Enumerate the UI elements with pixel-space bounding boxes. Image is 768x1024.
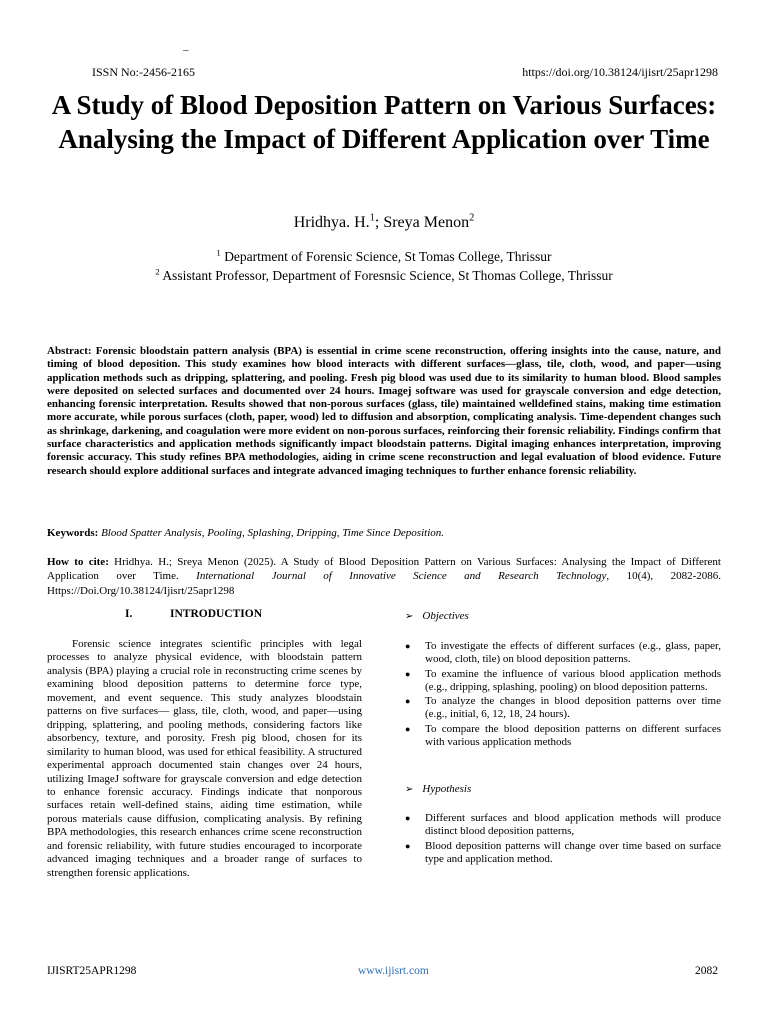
author-1-sup: 1 bbox=[369, 212, 375, 224]
list-item bbox=[405, 840, 721, 867]
hypothesis-list bbox=[405, 812, 721, 867]
affiliation-2 bbox=[40, 268, 728, 284]
issn-number: ISSN No:-2456-2165 bbox=[92, 65, 196, 79]
footer-website-link[interactable]: www.ijisrt.com bbox=[358, 965, 429, 977]
objective-text: To examine the influence of various blood application methods (e.g., dripping, splashing, pooling) on blood deposition patterns. bbox=[425, 667, 721, 693]
objective-text: To compare the blood deposition patterns on different surfaces with various application methods bbox=[425, 722, 721, 749]
footer-paper-code: IJISRT25APR1298 bbox=[47, 965, 137, 977]
affiliation-1-sup: 1 bbox=[216, 247, 221, 258]
citation-label: How to cite: bbox=[47, 556, 109, 568]
affiliation-2-text: Assistant Professor, Department of Foresnsic Science, St Thomas College, Thrissur bbox=[162, 268, 613, 283]
author-2-name: Sreya Menon bbox=[383, 214, 470, 231]
objective-text: To investigate the effects of different surfaces (e.g., glass, paper, wood, cloth, tile) on blood deposition patterns. bbox=[425, 640, 721, 666]
bullet-icon: ● bbox=[405, 668, 411, 679]
bullet-icon: ● bbox=[405, 840, 411, 851]
citation-text: Hridhya. H.; Sreya Menon (2025). A Study of Blood Deposition Pattern on Various Surfaces: Analysing the Impact of Different Application over Time. bbox=[47, 556, 721, 583]
bullet-icon: ● bbox=[405, 696, 411, 707]
affiliation-1-text: Department of Forensic Science, St Tomas College, Thrissur bbox=[224, 249, 552, 264]
hypothesis-text: Different surfaces and blood application methods will produce distinct blood deposition patterns, bbox=[425, 812, 721, 838]
author-1-name: Hridhya. H. bbox=[293, 214, 370, 231]
author-line bbox=[40, 214, 728, 232]
keywords-value: Blood Spatter Analysis, Pooling, Splashing, Dripping, Time Since Deposition. bbox=[98, 527, 445, 539]
keywords-label: Keywords: bbox=[47, 527, 99, 539]
bullet-icon: ● bbox=[405, 641, 411, 651]
section-number: I. bbox=[125, 608, 133, 620]
abstract: Abstract: Forensic bloodstain pattern analysis (BPA) is essential in crime scene reconstruction, offering insights into the cause, nature, and timing of blood deposition. This study examines how blood interacts with different surfaces—glass, tile, cloth, wood, and paper—using application methods such as dripping, splattering, and pooling. Fresh pig blood was used due to its similarity to human blood. Blood samples were deposited on selected surfaces and documented over 24 hours. Imagej software was used for grayscale conversion and edge detection, enhancing forensic interpretation. Results showed that non-porous surfaces (glass, tile) maintained welldefined stains, making time estimation more accurate, while porous surfaces (cloth, paper, wood) led to diffusion and absorption, complicating analysis. Time-dependent changes such as shrinkage, darkening, and coagulation were more evident on non-porous surfaces, reinforcing their forensic reliability. Findings confirm that surface characteristics and application methods significantly impact bloodstain patterns. Digital imaging enhances interpretation, improving forensic accuracy. This study refines BPA methodologies, aiding in crime scene reconstruction and legal evaluation of blood evidence. Future research should explore additional surfaces and integrate advanced imaging techniques to further enhance forensic reliability. bbox=[47, 345, 721, 477]
bullet-icon: ● bbox=[405, 723, 411, 734]
affiliation-1 bbox=[40, 249, 728, 265]
section-title: INTRODUCTION bbox=[170, 608, 263, 620]
author-separator: ; bbox=[374, 214, 384, 231]
list-item bbox=[405, 812, 721, 839]
citation-journal: International Journal of Innovative Science and Research Technology bbox=[196, 570, 607, 583]
objectives-heading-text: Objectives bbox=[422, 610, 469, 622]
citation bbox=[47, 555, 721, 598]
paper-title: A Study of Blood Deposition Pattern on Various Surfaces: Analysing the Impact of Different Application over Time bbox=[51, 90, 717, 154]
hypothesis-text: Blood deposition patterns will change over time based on surface type and application method. bbox=[425, 839, 721, 865]
list-item bbox=[405, 640, 721, 667]
objectives-heading bbox=[405, 610, 469, 622]
list-item bbox=[405, 668, 721, 695]
citation-details: , 10(4), 2082-2086. Https://Doi.Org/10.38124/Ijisrt/25apr1298 bbox=[47, 570, 721, 597]
objectives-list bbox=[405, 640, 721, 750]
author-2-sup: 2 bbox=[469, 212, 475, 224]
doi-link[interactable]: https://doi.org/10.38124/ijisrt/25apr1298 bbox=[522, 65, 718, 79]
header-dash: – bbox=[183, 44, 189, 56]
list-item bbox=[405, 723, 721, 750]
footer-page-number: 2082 bbox=[695, 965, 718, 977]
arrow-bullet-icon: ➢ bbox=[405, 784, 414, 795]
arrow-bullet-icon: ➢ bbox=[405, 611, 414, 622]
objective-text: To analyze the changes in blood deposition patterns over time (e.g., initial, 6, 12, 18, 24 hours). bbox=[425, 695, 721, 721]
bullet-icon: ● bbox=[405, 813, 411, 823]
hypothesis-heading-text: Hypothesis bbox=[422, 783, 472, 795]
affiliation-2-sup: 2 bbox=[155, 266, 160, 277]
introduction-paragraph: Forensic science integrates scientific principles with legal processes to analyze physical evidence, with bloodstain pattern analysis (BPA) playing a crucial role in reconstructing crime scenes by examining blood deposition patterns to determine force type, movement, and event sequence. This study analyzes bloodstain patterns on five surfaces— glass, tile, cloth, wood, and paper—using dripping, splattering, and pooling methods, considering factors like absorbency, texture, and porosity. Fresh pig blood, chosen for its similarity to human blood, was used for ethical feasibility. A structured experimental approach documented stain changes over 24 hours, utilizing ImageJ software for grayscale conversion and edge detection to enhance forensic accuracy. Findings indicate that nonporous surfaces retain well-defined stains, aiding time estimation, while porous materials cause diffusion, complicating analysis. By refining BPA methodologies, this research enhances crime scene reconstruction and forensic reliability, with future studies encouraged to incorporate advanced imaging techniques and a broader range of surfaces to strengthen forensic applications. bbox=[47, 638, 362, 879]
keywords bbox=[47, 527, 721, 540]
list-item bbox=[405, 695, 721, 722]
hypothesis-heading bbox=[405, 783, 471, 795]
